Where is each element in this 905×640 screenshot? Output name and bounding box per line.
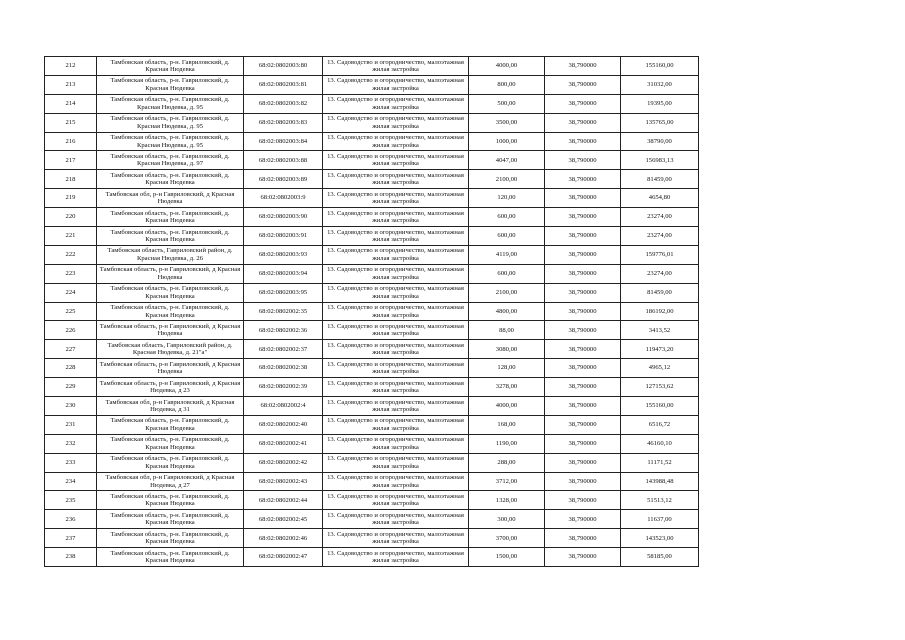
table-row bbox=[45, 378, 699, 397]
address-cell: Тамбовская область, р-н Гавриловский, д Красная Нюдевка bbox=[97, 359, 244, 378]
rate-cell: 38,790000 bbox=[545, 208, 621, 227]
row-number-cell: 224 bbox=[45, 283, 97, 302]
row-number-cell: 228 bbox=[45, 359, 97, 378]
cadastral-value-cell: 186192,00 bbox=[621, 302, 699, 321]
row-number-cell: 219 bbox=[45, 189, 97, 208]
address-cell: Тамбовская область, р-н. Гавриловский, д. Красная Нюдевка bbox=[97, 529, 244, 548]
cadastral-number-cell: 68:02:0802002:36 bbox=[244, 321, 323, 340]
rate-cell: 38,790000 bbox=[545, 453, 621, 472]
table-row bbox=[45, 434, 699, 453]
cadastral-number-cell: 68:02:0802003:88 bbox=[244, 151, 323, 170]
land-use-type-cell: 13. Садоводство и огородничество, малоэтажная жилая застройка bbox=[323, 151, 469, 170]
row-number-cell: 213 bbox=[45, 75, 97, 94]
area-cell: 300,00 bbox=[469, 510, 545, 529]
rate-cell: 38,790000 bbox=[545, 283, 621, 302]
row-number-cell: 216 bbox=[45, 132, 97, 151]
address-cell: Тамбовская область, р-н. Гавриловский, д. Красная Нюдевка bbox=[97, 302, 244, 321]
area-cell: 3278,00 bbox=[469, 378, 545, 397]
row-number-cell: 215 bbox=[45, 113, 97, 132]
table-row bbox=[45, 264, 699, 283]
cadastral-value-cell: 135765,00 bbox=[621, 113, 699, 132]
cadastral-value-cell: 46160,10 bbox=[621, 434, 699, 453]
land-use-type-cell: 13. Садоводство и огородничество, малоэтажная жилая застройка bbox=[323, 340, 469, 359]
row-number-cell: 212 bbox=[45, 57, 97, 76]
cadastral-value-cell: 155160,00 bbox=[621, 397, 699, 416]
cadastral-value-cell: 58185,00 bbox=[621, 548, 699, 567]
cadastral-value-cell: 3413,52 bbox=[621, 321, 699, 340]
row-number-cell: 214 bbox=[45, 94, 97, 113]
area-cell: 4800,00 bbox=[469, 302, 545, 321]
table-row bbox=[45, 529, 699, 548]
table-row bbox=[45, 189, 699, 208]
area-cell: 500,00 bbox=[469, 94, 545, 113]
cadastral-value-cell: 23274,00 bbox=[621, 208, 699, 227]
address-cell: Тамбовская область, Гавриловский район, д. Красная Нюдевка, д. 21"а" bbox=[97, 340, 244, 359]
table-row bbox=[45, 415, 699, 434]
land-use-type-cell: 13. Садоводство и огородничество, малоэтажная жилая застройка bbox=[323, 491, 469, 510]
land-use-type-cell: 13. Садоводство и огородничество, малоэтажная жилая застройка bbox=[323, 321, 469, 340]
row-number-cell: 220 bbox=[45, 208, 97, 227]
table-row bbox=[45, 510, 699, 529]
cadastral-number-cell: 68:02:0802002:43 bbox=[244, 472, 323, 491]
area-cell: 2100,00 bbox=[469, 283, 545, 302]
cadastral-number-cell: 68:02:0802002:42 bbox=[244, 453, 323, 472]
row-number-cell: 231 bbox=[45, 415, 97, 434]
cadastral-value-cell: 155160,00 bbox=[621, 57, 699, 76]
table-row bbox=[45, 548, 699, 567]
cadastral-number-cell: 68:02:0802003:82 bbox=[244, 94, 323, 113]
cadastral-number-cell: 68:02:0802002:35 bbox=[244, 302, 323, 321]
address-cell: Тамбовская область, р-н. Гавриловский, д. Красная Нюдевка bbox=[97, 453, 244, 472]
land-use-type-cell: 13. Садоводство и огородничество, малоэтажная жилая застройка bbox=[323, 548, 469, 567]
cadastral-value-cell: 81459,00 bbox=[621, 170, 699, 189]
table-row bbox=[45, 151, 699, 170]
land-use-type-cell: 13. Садоводство и огородничество, малоэтажная жилая застройка bbox=[323, 264, 469, 283]
area-cell: 3080,00 bbox=[469, 340, 545, 359]
rate-cell: 38,790000 bbox=[545, 321, 621, 340]
cadastral-number-cell: 68:02:0802002:47 bbox=[244, 548, 323, 567]
cadastral-value-cell: 23274,00 bbox=[621, 227, 699, 246]
cadastral-value-cell: 19395,00 bbox=[621, 94, 699, 113]
cadastral-number-cell: 68:02:0802003:90 bbox=[244, 208, 323, 227]
rate-cell: 38,790000 bbox=[545, 132, 621, 151]
address-cell: Тамбовская область, р-н. Гавриловский, д. Красная Нюдевка bbox=[97, 510, 244, 529]
area-cell: 1500,00 bbox=[469, 548, 545, 567]
rate-cell: 38,790000 bbox=[545, 170, 621, 189]
address-cell: Тамбовская область, р-н. Гавриловский, д. Красная Нюдевка bbox=[97, 548, 244, 567]
rate-cell: 38,790000 bbox=[545, 340, 621, 359]
row-number-cell: 226 bbox=[45, 321, 97, 340]
land-plots-table bbox=[44, 56, 699, 567]
address-cell: Тамбовская область, р-н. Гавриловский, д. Красная Нюдевка bbox=[97, 75, 244, 94]
cadastral-number-cell: 68:02:0802003:9 bbox=[244, 189, 323, 208]
land-use-type-cell: 13. Садоводство и огородничество, малоэтажная жилая застройка bbox=[323, 453, 469, 472]
cadastral-value-cell: 51513,12 bbox=[621, 491, 699, 510]
cadastral-number-cell: 68:02:0802003:93 bbox=[244, 245, 323, 264]
land-use-type-cell: 13. Садоводство и огородничество, малоэтажная жилая застройка bbox=[323, 208, 469, 227]
row-number-cell: 225 bbox=[45, 302, 97, 321]
row-number-cell: 221 bbox=[45, 227, 97, 246]
address-cell: Тамбовская область, р-н. Гавриловский, д. Красная Нюдевка, д. 95 bbox=[97, 132, 244, 151]
table-row bbox=[45, 359, 699, 378]
area-cell: 600,00 bbox=[469, 208, 545, 227]
table-row bbox=[45, 302, 699, 321]
row-number-cell: 230 bbox=[45, 397, 97, 416]
rate-cell: 38,790000 bbox=[545, 57, 621, 76]
cadastral-number-cell: 68:02:0802003:91 bbox=[244, 227, 323, 246]
rate-cell: 38,790000 bbox=[545, 94, 621, 113]
address-cell: Тамбовская область, р-н. Гавриловский, д. Красная Нюдевка bbox=[97, 283, 244, 302]
land-use-type-cell: 13. Садоводство и огородничество, малоэтажная жилая застройка bbox=[323, 359, 469, 378]
row-number-cell: 235 bbox=[45, 491, 97, 510]
rate-cell: 38,790000 bbox=[545, 264, 621, 283]
rate-cell: 38,790000 bbox=[545, 397, 621, 416]
cadastral-number-cell: 68:02:0802002:46 bbox=[244, 529, 323, 548]
area-cell: 3712,00 bbox=[469, 472, 545, 491]
land-use-type-cell: 13. Садоводство и огородничество, малоэтажная жилая застройка bbox=[323, 472, 469, 491]
cadastral-value-cell: 127153,62 bbox=[621, 378, 699, 397]
land-use-type-cell: 13. Садоводство и огородничество, малоэтажная жилая застройка bbox=[323, 227, 469, 246]
land-use-type-cell: 13. Садоводство и огородничество, малоэтажная жилая застройка bbox=[323, 415, 469, 434]
address-cell: Тамбовская область, Гавриловский район, д. Красная Нюдевка, д. 26 bbox=[97, 245, 244, 264]
area-cell: 4119,00 bbox=[469, 245, 545, 264]
cadastral-number-cell: 68:02:0802002:37 bbox=[244, 340, 323, 359]
cadastral-number-cell: 68:02:0802002:41 bbox=[244, 434, 323, 453]
cadastral-number-cell: 68:02:0802003:80 bbox=[244, 57, 323, 76]
area-cell: 88,00 bbox=[469, 321, 545, 340]
cadastral-value-cell: 81459,00 bbox=[621, 283, 699, 302]
rate-cell: 38,790000 bbox=[545, 529, 621, 548]
land-use-type-cell: 13. Садоводство и огородничество, малоэтажная жилая застройка bbox=[323, 189, 469, 208]
area-cell: 4000,00 bbox=[469, 57, 545, 76]
cadastral-value-cell: 4654,80 bbox=[621, 189, 699, 208]
rate-cell: 38,790000 bbox=[545, 472, 621, 491]
cadastral-number-cell: 68:02:0802002:4 bbox=[244, 397, 323, 416]
row-number-cell: 229 bbox=[45, 378, 97, 397]
land-use-type-cell: 13. Садоводство и огородничество, малоэтажная жилая застройка bbox=[323, 510, 469, 529]
cadastral-number-cell: 68:02:0802003:83 bbox=[244, 113, 323, 132]
land-use-type-cell: 13. Садоводство и огородничество, малоэтажная жилая застройка bbox=[323, 57, 469, 76]
rate-cell: 38,790000 bbox=[545, 227, 621, 246]
row-number-cell: 223 bbox=[45, 264, 97, 283]
address-cell: Тамбовская область, р-н Гавриловский, д Красная Нюдевка bbox=[97, 321, 244, 340]
rate-cell: 38,790000 bbox=[545, 548, 621, 567]
address-cell: Тамбовская область, р-н. Гавриловский, д. Красная Нюдевка, д. 97 bbox=[97, 151, 244, 170]
row-number-cell: 233 bbox=[45, 453, 97, 472]
cadastral-number-cell: 68:02:0802003:89 bbox=[244, 170, 323, 189]
row-number-cell: 217 bbox=[45, 151, 97, 170]
table-row bbox=[45, 245, 699, 264]
address-cell: Тамбовская область, р-н Гавриловский, д Красная Нюдевка, д 23 bbox=[97, 378, 244, 397]
cadastral-value-cell: 119473,20 bbox=[621, 340, 699, 359]
rate-cell: 38,790000 bbox=[545, 302, 621, 321]
address-cell: Тамбовская область, р-н. Гавриловский, д. Красная Нюдевка, д. 95 bbox=[97, 94, 244, 113]
address-cell: Тамбовская обл, р-н Гавриловский, д Красная Нюдевка, д 27 bbox=[97, 472, 244, 491]
cadastral-value-cell: 156983,13 bbox=[621, 151, 699, 170]
address-cell: Тамбовская область, р-н. Гавриловский, д. Красная Нюдевка bbox=[97, 57, 244, 76]
land-use-type-cell: 13. Садоводство и огородничество, малоэтажная жилая застройка bbox=[323, 94, 469, 113]
area-cell: 3700,00 bbox=[469, 529, 545, 548]
row-number-cell: 232 bbox=[45, 434, 97, 453]
rate-cell: 38,790000 bbox=[545, 491, 621, 510]
area-cell: 600,00 bbox=[469, 264, 545, 283]
table-row bbox=[45, 57, 699, 76]
land-use-type-cell: 13. Садоводство и огородничество, малоэтажная жилая застройка bbox=[323, 302, 469, 321]
area-cell: 800,00 bbox=[469, 75, 545, 94]
land-use-type-cell: 13. Садоводство и огородничество, малоэтажная жилая застройка bbox=[323, 434, 469, 453]
cadastral-value-cell: 143988,48 bbox=[621, 472, 699, 491]
table-row bbox=[45, 472, 699, 491]
area-cell: 128,00 bbox=[469, 359, 545, 378]
table-row bbox=[45, 132, 699, 151]
cadastral-number-cell: 68:02:0802003:94 bbox=[244, 264, 323, 283]
cadastral-value-cell: 11171,52 bbox=[621, 453, 699, 472]
rate-cell: 38,790000 bbox=[545, 510, 621, 529]
cadastral-value-cell: 11637,00 bbox=[621, 510, 699, 529]
table-row bbox=[45, 170, 699, 189]
cadastral-value-cell: 38790,00 bbox=[621, 132, 699, 151]
address-cell: Тамбовская область, р-н. Гавриловский, д. Красная Нюдевка bbox=[97, 491, 244, 510]
cadastral-value-cell: 23274,00 bbox=[621, 264, 699, 283]
cadastral-value-cell: 159776,01 bbox=[621, 245, 699, 264]
land-use-type-cell: 13. Садоводство и огородничество, малоэтажная жилая застройка bbox=[323, 397, 469, 416]
rate-cell: 38,790000 bbox=[545, 113, 621, 132]
rate-cell: 38,790000 bbox=[545, 189, 621, 208]
row-number-cell: 234 bbox=[45, 472, 97, 491]
area-cell: 1328,00 bbox=[469, 491, 545, 510]
area-cell: 2100,00 bbox=[469, 170, 545, 189]
area-cell: 1190,00 bbox=[469, 434, 545, 453]
address-cell: Тамбовская область, р-н. Гавриловский, д. Красная Нюдевка bbox=[97, 170, 244, 189]
area-cell: 1000,00 bbox=[469, 132, 545, 151]
address-cell: Тамбовская область, р-н Гавриловский, д Красная Нюдевка bbox=[97, 264, 244, 283]
area-cell: 600,00 bbox=[469, 227, 545, 246]
table-row bbox=[45, 75, 699, 94]
table-row bbox=[45, 94, 699, 113]
cadastral-number-cell: 68:02:0802002:40 bbox=[244, 415, 323, 434]
rate-cell: 38,790000 bbox=[545, 415, 621, 434]
land-use-type-cell: 13. Садоводство и огородничество, малоэтажная жилая застройка bbox=[323, 75, 469, 94]
area-cell: 120,00 bbox=[469, 189, 545, 208]
rate-cell: 38,790000 bbox=[545, 434, 621, 453]
rate-cell: 38,790000 bbox=[545, 359, 621, 378]
cadastral-number-cell: 68:02:0802003:84 bbox=[244, 132, 323, 151]
land-use-type-cell: 13. Садоводство и огородничество, малоэтажная жилая застройка bbox=[323, 113, 469, 132]
cadastral-number-cell: 68:02:0802002:45 bbox=[244, 510, 323, 529]
row-number-cell: 237 bbox=[45, 529, 97, 548]
rate-cell: 38,790000 bbox=[545, 75, 621, 94]
address-cell: Тамбовская обл, р-н Гавриловский, д Красная Нюдевка, д 31 bbox=[97, 397, 244, 416]
cadastral-number-cell: 68:02:0802002:44 bbox=[244, 491, 323, 510]
table-row bbox=[45, 491, 699, 510]
area-cell: 4047,00 bbox=[469, 151, 545, 170]
row-number-cell: 236 bbox=[45, 510, 97, 529]
address-cell: Тамбовская область, р-н. Гавриловский, д. Красная Нюдевка bbox=[97, 227, 244, 246]
area-cell: 288,00 bbox=[469, 453, 545, 472]
table-body bbox=[45, 57, 699, 567]
table-row bbox=[45, 453, 699, 472]
cadastral-value-cell: 4965,12 bbox=[621, 359, 699, 378]
cadastral-number-cell: 68:02:0802003:95 bbox=[244, 283, 323, 302]
area-cell: 4000,00 bbox=[469, 397, 545, 416]
row-number-cell: 218 bbox=[45, 170, 97, 189]
table-row bbox=[45, 208, 699, 227]
address-cell: Тамбовская область, р-н. Гавриловский, д. Красная Нюдевка bbox=[97, 415, 244, 434]
land-use-type-cell: 13. Садоводство и огородничество, малоэтажная жилая застройка bbox=[323, 170, 469, 189]
table-row bbox=[45, 227, 699, 246]
table-row bbox=[45, 113, 699, 132]
address-cell: Тамбовская обл, р-н Гавриловский, д Красная Нюдевка bbox=[97, 189, 244, 208]
rate-cell: 38,790000 bbox=[545, 378, 621, 397]
cadastral-value-cell: 31032,00 bbox=[621, 75, 699, 94]
cadastral-value-cell: 6516,72 bbox=[621, 415, 699, 434]
cadastral-number-cell: 68:02:0802003:81 bbox=[244, 75, 323, 94]
row-number-cell: 222 bbox=[45, 245, 97, 264]
table-row bbox=[45, 397, 699, 416]
address-cell: Тамбовская область, р-н. Гавриловский, д. Красная Нюдевка bbox=[97, 434, 244, 453]
address-cell: Тамбовская область, р-н. Гавриловский, д. Красная Нюдевка bbox=[97, 208, 244, 227]
land-use-type-cell: 13. Садоводство и огородничество, малоэтажная жилая застройка bbox=[323, 378, 469, 397]
rate-cell: 38,790000 bbox=[545, 151, 621, 170]
table-row bbox=[45, 321, 699, 340]
cadastral-number-cell: 68:02:0802002:39 bbox=[244, 378, 323, 397]
land-use-type-cell: 13. Садоводство и огородничество, малоэтажная жилая застройка bbox=[323, 132, 469, 151]
cadastral-number-cell: 68:02:0802002:38 bbox=[244, 359, 323, 378]
address-cell: Тамбовская область, р-н. Гавриловский, д. Красная Нюдевка, д. 95 bbox=[97, 113, 244, 132]
table-row bbox=[45, 340, 699, 359]
land-use-type-cell: 13. Садоводство и огородничество, малоэтажная жилая застройка bbox=[323, 283, 469, 302]
row-number-cell: 238 bbox=[45, 548, 97, 567]
rate-cell: 38,790000 bbox=[545, 245, 621, 264]
table-row bbox=[45, 283, 699, 302]
land-use-type-cell: 13. Садоводство и огородничество, малоэтажная жилая застройка bbox=[323, 245, 469, 264]
land-use-type-cell: 13. Садоводство и огородничество, малоэтажная жилая застройка bbox=[323, 529, 469, 548]
area-cell: 168,00 bbox=[469, 415, 545, 434]
row-number-cell: 227 bbox=[45, 340, 97, 359]
cadastral-value-cell: 143523,00 bbox=[621, 529, 699, 548]
area-cell: 3500,00 bbox=[469, 113, 545, 132]
